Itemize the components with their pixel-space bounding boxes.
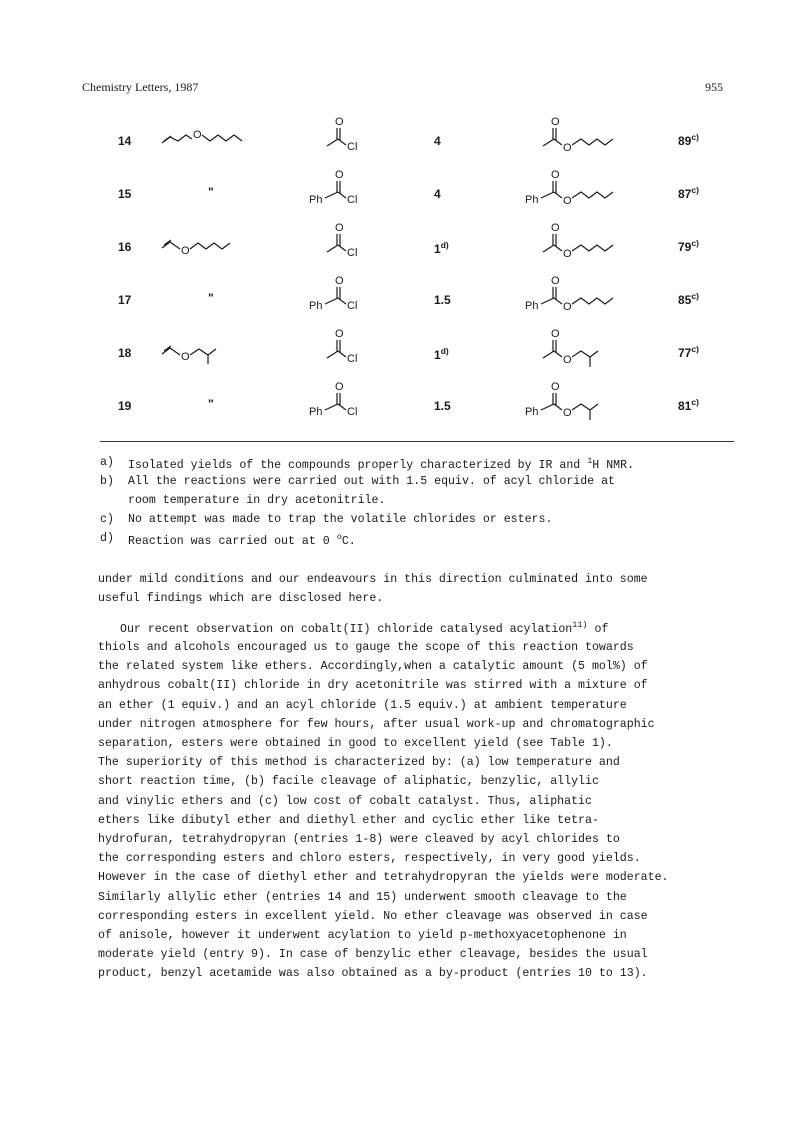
reference-superscript: 11): [572, 620, 588, 630]
oxygen-label: O: [181, 351, 190, 363]
yield-value: [678, 291, 699, 307]
phenyl-label: Ph: [309, 406, 323, 418]
phenyl-label: Ph: [309, 300, 323, 312]
body-line: ethers like dibutyl ether and diethyl ether and cyclic ether like tetra-: [98, 813, 599, 827]
footnote-ref: c): [691, 238, 699, 248]
chlorine-label: Cl: [347, 247, 358, 259]
ester-product-structure: [525, 381, 620, 423]
oxygen-label: O: [551, 381, 560, 393]
ditto-mark: ": [208, 397, 214, 411]
time-value: 4: [434, 134, 441, 148]
acyl-chloride-structure: [309, 275, 369, 313]
body-line: useful findings which are disclosed here.: [98, 592, 384, 605]
oxygen-label: O: [335, 381, 344, 393]
oxygen-label: O: [335, 169, 344, 181]
footnote-key: a): [100, 456, 114, 469]
time-value: 1.5: [434, 399, 451, 413]
footnote-text: [128, 475, 615, 488]
acyl-chloride-structure: [309, 328, 369, 366]
footnote-text-part: No attempt was made to trap the volatile chlorides or esters.: [128, 513, 553, 526]
oxygen-label: O: [563, 354, 572, 366]
ester-product-structure: [525, 169, 620, 211]
table-row: [0, 110, 793, 160]
body-line: under nitrogen atmosphere for few hours, after usual work-up and chromatographic: [98, 717, 655, 731]
body-line: the corresponding esters and chloro esters, respectively, in very good yields.: [98, 852, 641, 866]
oxygen-label: O: [551, 116, 560, 128]
superscript: 1: [587, 456, 593, 466]
yield-value: [678, 344, 699, 360]
phenyl-label: Ph: [525, 300, 539, 312]
footnote-ref: c): [691, 185, 699, 195]
ester-product-structure: [525, 328, 620, 370]
body-line: [120, 620, 608, 636]
chlorine-label: Cl: [347, 141, 358, 153]
footnote-ref: c): [691, 291, 699, 301]
oxygen-label: O: [551, 169, 560, 181]
oxygen-label: O: [335, 222, 344, 234]
ether-structure: [162, 235, 252, 261]
superscript: o: [336, 532, 342, 542]
yield-number: 77: [678, 346, 692, 360]
yield-value: [678, 397, 699, 413]
footnote-text: [128, 494, 385, 507]
body-line: moderate yield (entry 9). In case of benzylic ether cleavage, besides the usual: [98, 948, 648, 962]
footnote-text-part: Isolated yields of the compounds properly characterized by IR and: [128, 458, 588, 472]
entry-number: 16: [118, 240, 132, 254]
yield-number: 79: [678, 240, 692, 254]
footnote-text-part: Reaction was carried out at 0: [128, 534, 337, 548]
footnote-ref: c): [691, 132, 699, 142]
oxygen-label: O: [181, 245, 190, 257]
footnote-text: [128, 456, 634, 472]
reaction-time: [434, 399, 451, 413]
time-value: 1.5: [434, 293, 451, 307]
reaction-time: [434, 346, 449, 362]
footnote-text-part: H NMR.: [592, 458, 635, 472]
yield-value: [678, 238, 699, 254]
ditto-mark: ": [208, 185, 214, 199]
ether-structure: [162, 341, 252, 367]
footnote-ref: c): [691, 344, 699, 354]
footnote-key: b): [100, 475, 114, 488]
time-value: 1: [434, 242, 441, 256]
journal-header: Chemistry Letters, 1987: [82, 80, 199, 94]
ester-product-structure: [525, 275, 620, 317]
chlorine-label: Cl: [347, 300, 358, 312]
acyl-chloride-structure: [309, 381, 369, 419]
oxygen-label: O: [563, 407, 572, 419]
ether-structure: [162, 129, 252, 155]
acyl-chloride-structure: [309, 222, 369, 260]
footnote-key: d): [100, 532, 114, 545]
oxygen-label: O: [551, 275, 560, 287]
footnote-text-part: room temperature in dry acetonitrile.: [128, 494, 386, 507]
footnote-ref: c): [691, 397, 699, 407]
body-line: However in the case of diethyl ether and tetrahydropyran the yields were moderate.: [98, 871, 669, 885]
footnote-ref: d): [440, 346, 449, 356]
body-line: of anisole, however it underwent acylation to yield p-methoxyacetophenone in: [98, 929, 627, 942]
yield-number: 85: [678, 293, 692, 307]
body-line: thiols and alcohols encouraged us to gauge the scope of this reaction towards: [98, 641, 634, 654]
table-bottom-rule: [100, 441, 734, 442]
ester-product-structure: [525, 116, 620, 158]
footnote-text-part: C.: [341, 534, 356, 548]
body-line: short reaction time, (b) facile cleavage of aliphatic, benzylic, allylic: [98, 775, 599, 789]
yield-number: 81: [678, 399, 692, 413]
entry-number: 15: [118, 187, 132, 201]
footnote-text-part: All the reactions were carried out with 1.5 equiv. of acyl chloride at: [128, 475, 616, 488]
footnote-text: [128, 532, 356, 548]
phenyl-label: Ph: [309, 194, 323, 206]
entry-number: 14: [118, 134, 132, 148]
body-line: an ether (1 equiv.) and an acyl chloride (1.5 equiv.) at ambient temperature: [98, 698, 627, 712]
body-line: The superiority of this method is characterized by: (a) low temperature and: [98, 756, 620, 770]
entry-number: 19: [118, 399, 132, 413]
entry-number: 18: [118, 346, 132, 360]
body-line: hydrofuran, tetrahydropyran (entries 1-8) were cleaved by acyl chlorides to: [98, 833, 620, 846]
chlorine-label: Cl: [347, 194, 358, 206]
table-row: [0, 269, 793, 319]
body-line: product, benzyl acetamide was also obtained as a by-product (entries 10 to 13).: [98, 967, 648, 981]
reaction-time: [434, 187, 441, 201]
acyl-chloride-structure: [309, 116, 369, 154]
body-line: the related system like ethers. Accordingly,when a catalytic amount (5 mol%) of: [98, 660, 648, 674]
table-row: [0, 322, 793, 372]
reaction-time: [434, 240, 449, 256]
phenyl-label: Ph: [525, 406, 539, 418]
entry-number: 17: [118, 293, 132, 307]
yield-number: 87: [678, 187, 692, 201]
oxygen-label: O: [563, 142, 572, 154]
yield-number: 89: [678, 134, 692, 148]
oxygen-label: O: [335, 116, 344, 128]
oxygen-label: O: [551, 222, 560, 234]
body-line: separation, esters were obtained in good to excellent yield (see Table 1).: [98, 737, 613, 750]
footnote-text: [128, 513, 552, 526]
yield-value: [678, 132, 699, 148]
table-row: [0, 375, 793, 425]
body-line: anhydrous cobalt(II) chloride in dry acetonitrile was stirred with a mixture of: [98, 679, 648, 693]
footnote-key: c): [100, 513, 114, 526]
ditto-mark: ": [208, 291, 214, 305]
phenyl-label: Ph: [525, 194, 539, 206]
oxygen-label: O: [193, 129, 202, 141]
oxygen-label: O: [335, 275, 344, 287]
oxygen-label: O: [335, 328, 344, 340]
table-row: [0, 163, 793, 213]
acyl-chloride-structure: [309, 169, 369, 207]
body-text-part: of: [587, 622, 609, 636]
oxygen-label: O: [563, 301, 572, 313]
oxygen-label: O: [563, 195, 572, 207]
table-row: [0, 216, 793, 266]
footnote-ref: d): [440, 240, 449, 250]
yield-value: [678, 185, 699, 201]
oxygen-label: O: [551, 328, 560, 340]
reaction-time: [434, 134, 441, 148]
page-number: 955: [705, 80, 723, 94]
ester-product-structure: [525, 222, 620, 264]
body-line: under mild conditions and our endeavours in this direction culminated into some: [98, 573, 648, 586]
body-line: and vinylic ethers and (c) low cost of cobalt catalyst. Thus, aliphatic: [98, 794, 592, 808]
time-value: 4: [434, 187, 441, 201]
oxygen-label: O: [563, 248, 572, 260]
time-value: 1: [434, 348, 441, 362]
body-line: corresponding esters in excellent yield. No ether cleavage was observed in case: [98, 909, 648, 923]
reaction-time: [434, 293, 451, 307]
chlorine-label: Cl: [347, 406, 358, 418]
body-text-part: Our recent observation on cobalt(II) chloride catalysed acylation: [120, 622, 573, 636]
body-line: Similarly allylic ether (entries 14 and 15) underwent smooth cleavage to the: [98, 890, 627, 904]
chlorine-label: Cl: [347, 353, 358, 365]
